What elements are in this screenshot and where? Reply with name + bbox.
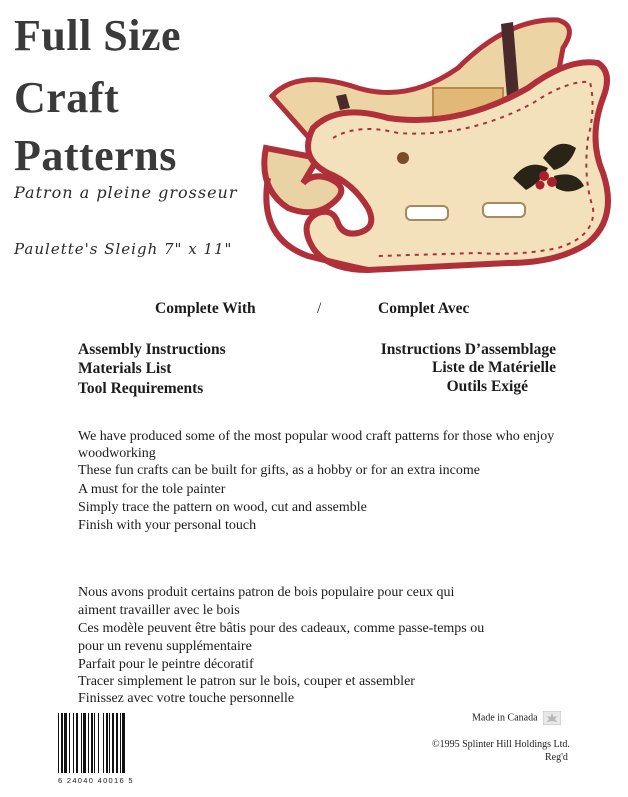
made-in-label: Made in Canada <box>472 712 538 724</box>
desc-en-3: These fun crafts can be built for gifts, as a hobby or for an extra income <box>78 463 480 478</box>
desc-fr-3: Ces modèle peuvent être bâtis pour des cadeaux, comme passe-temps ou <box>78 621 485 636</box>
feature-fr-2: Liste de Matérielle <box>432 359 556 376</box>
product-name: Paulette's Sleigh 7" x 11" <box>14 240 233 258</box>
barcode-bar <box>120 713 121 773</box>
barcode-bar <box>122 713 125 773</box>
title-line-2: Craft <box>14 73 120 122</box>
sleigh-image <box>258 8 618 280</box>
desc-en-6: Finish with your personal touch <box>78 518 257 533</box>
barcode-bar <box>69 713 70 773</box>
barcode-bar <box>81 713 82 773</box>
barcode-bar <box>98 713 99 773</box>
separator: / <box>317 300 322 317</box>
desc-fr-4: pour un revenu supplémentaire <box>78 639 252 654</box>
wooden-sleigh-illustration <box>258 8 618 280</box>
registered: Reg'd <box>545 752 568 763</box>
barcode-number: 6 24040 40016 5 <box>58 776 134 785</box>
barcode-bar <box>94 713 95 773</box>
feature-fr-3: Outils Exigé <box>446 378 528 395</box>
barcode-bar <box>76 713 78 773</box>
title-line-1: Full Size <box>14 11 182 60</box>
barcode-bar <box>103 713 104 773</box>
desc-en-5: Simply trace the pattern on wood, cut and assemble <box>78 500 367 515</box>
barcode-bar <box>64 713 67 773</box>
desc-en-4: A must for the tole painter <box>78 482 226 497</box>
made-in-canada <box>472 711 561 725</box>
desc-en-1: We have produced some of the most popular wood craft patterns for those who enjoy <box>78 429 555 444</box>
feature-en-2: Materials List <box>78 360 172 377</box>
barcode-bar <box>112 713 114 773</box>
barcode-bar <box>116 713 118 773</box>
complet-avec-label: Complet Avec <box>378 300 470 317</box>
feature-en-1: Assembly Instructions <box>78 341 226 358</box>
desc-fr-5: Parfait pour le peintre décoratif <box>78 657 254 672</box>
desc-en-2: woodworking <box>78 446 156 461</box>
desc-fr-7: Finissez avec votre touche personnelle <box>78 691 295 706</box>
title-line-3: Patterns <box>14 131 177 180</box>
desc-fr-6: Tracer simplement le patron sur le bois, couper et assembler <box>78 674 415 689</box>
barcode-bar <box>91 713 93 773</box>
subtitle-french: Patron a pleine grosseur <box>14 183 238 202</box>
barcode-bar <box>109 713 110 773</box>
canada-emblem-icon <box>543 711 561 725</box>
desc-fr-1: Nous avons produit certains patron de bois populaire pour ceux qui <box>78 585 455 600</box>
barcode-bar <box>88 713 89 773</box>
barcode <box>58 713 154 785</box>
barcode-bar <box>106 713 108 773</box>
barcode-bar <box>83 713 86 773</box>
barcode-bar <box>58 713 59 773</box>
feature-en-3: Tool Requirements <box>78 380 204 397</box>
copyright: ©1995 Splinter Hill Holdings Ltd. <box>432 739 570 750</box>
barcode-bar <box>61 713 63 773</box>
barcode-bar <box>73 713 74 773</box>
complete-with-label: Complete With <box>155 300 256 317</box>
desc-fr-2: aiment travailler avec le bois <box>78 603 240 618</box>
feature-fr-1: Instructions D’assemblage <box>380 341 556 358</box>
